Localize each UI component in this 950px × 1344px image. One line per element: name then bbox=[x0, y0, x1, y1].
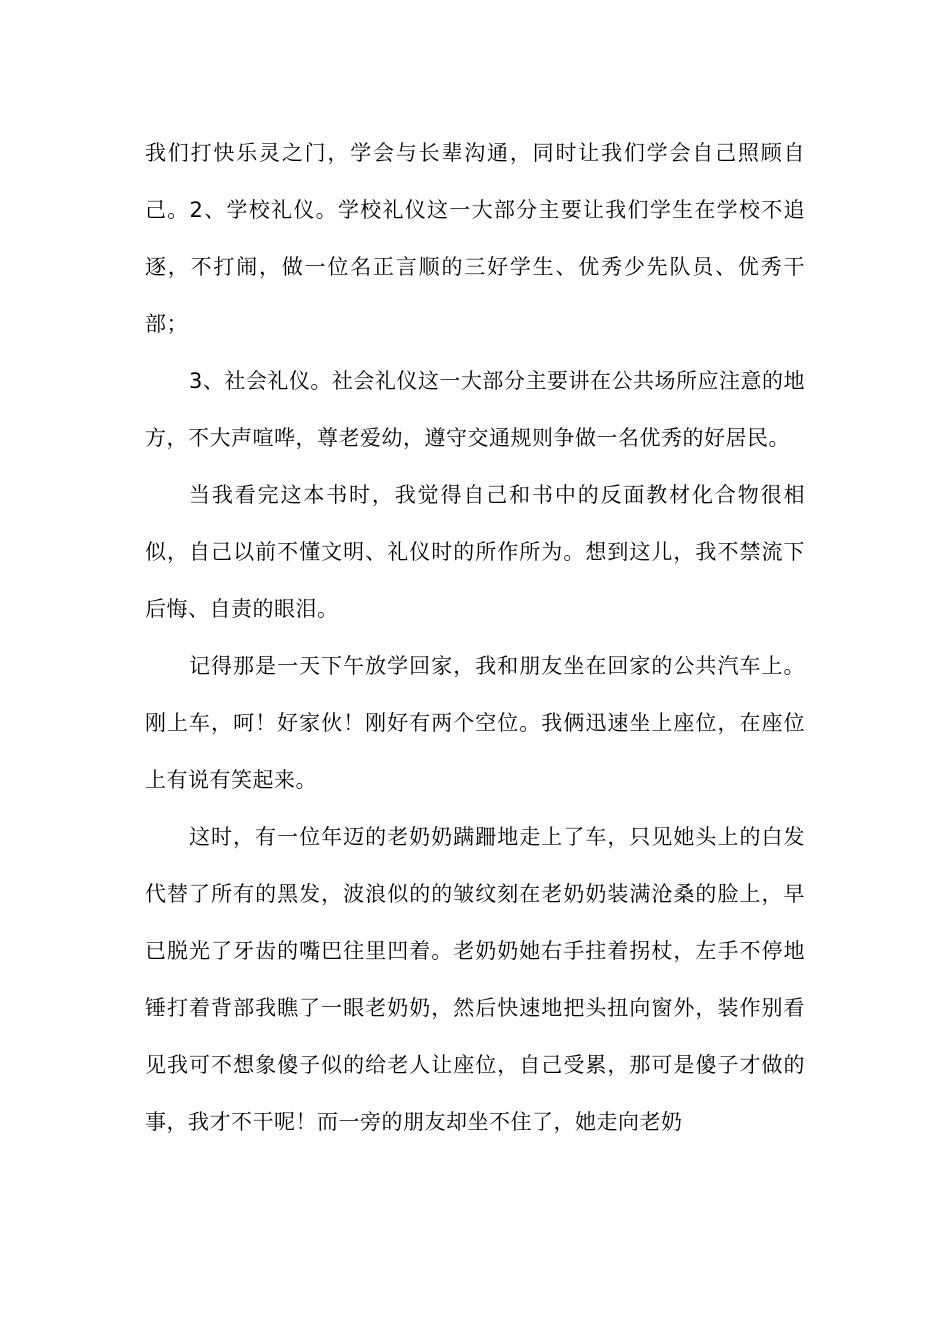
paragraph-3: 当我看完这本书时，我觉得自己和书中的反面教材化合物很相似，自己以前不懂文明、礼仪时的所作所为。想到这儿，我不禁流下后悔、自责的眼泪。 bbox=[145, 483, 805, 621]
paragraph-4: 记得那是一天下午放学回家，我和朋友坐在回家的公共汽车上。刚上车，呵！好家伙！刚好有两个空位。我俩迅速坐上座位，在座位上有说有笑起来。 bbox=[145, 654, 805, 792]
paragraph-5: 这时，有一位年迈的老奶奶蹒跚地走上了车，只见她头上的白发代替了所有的黑发，波浪似的的皱纹刻在老奶奶装满沧桑的脸上，早已脱光了牙齿的嘴巴往里凹着。老奶奶她右手拄着拐杖，左手不停地锤打着背部我瞧了一眼老奶奶，然后快速地把头扭向窗外，装作别看见我可不想象傻子似的给老人让座位，自己受累，那可是傻子才做的事，我才不干呢！而一旁的朋友却坐不住了，她走向老奶 bbox=[145, 825, 805, 1134]
paragraph-2: 3、社会礼仪。社会礼仪这一大部分主要讲在公共场所应注意的地方，不大声喧哗，尊老爱幼，遵守交通规则争做一名优秀的好居民。 bbox=[145, 369, 805, 450]
document-body bbox=[145, 125, 805, 1151]
paragraph-1: 我们打快乐灵之门，学会与长辈沟通，同时让我们学会自己照顾自己。2、学校礼仪。学校礼仪这一大部分主要让我们学生在学校不追逐，不打闹，做一位名正言顺的三好学生、优秀少先队员、优秀干部； bbox=[145, 141, 805, 336]
